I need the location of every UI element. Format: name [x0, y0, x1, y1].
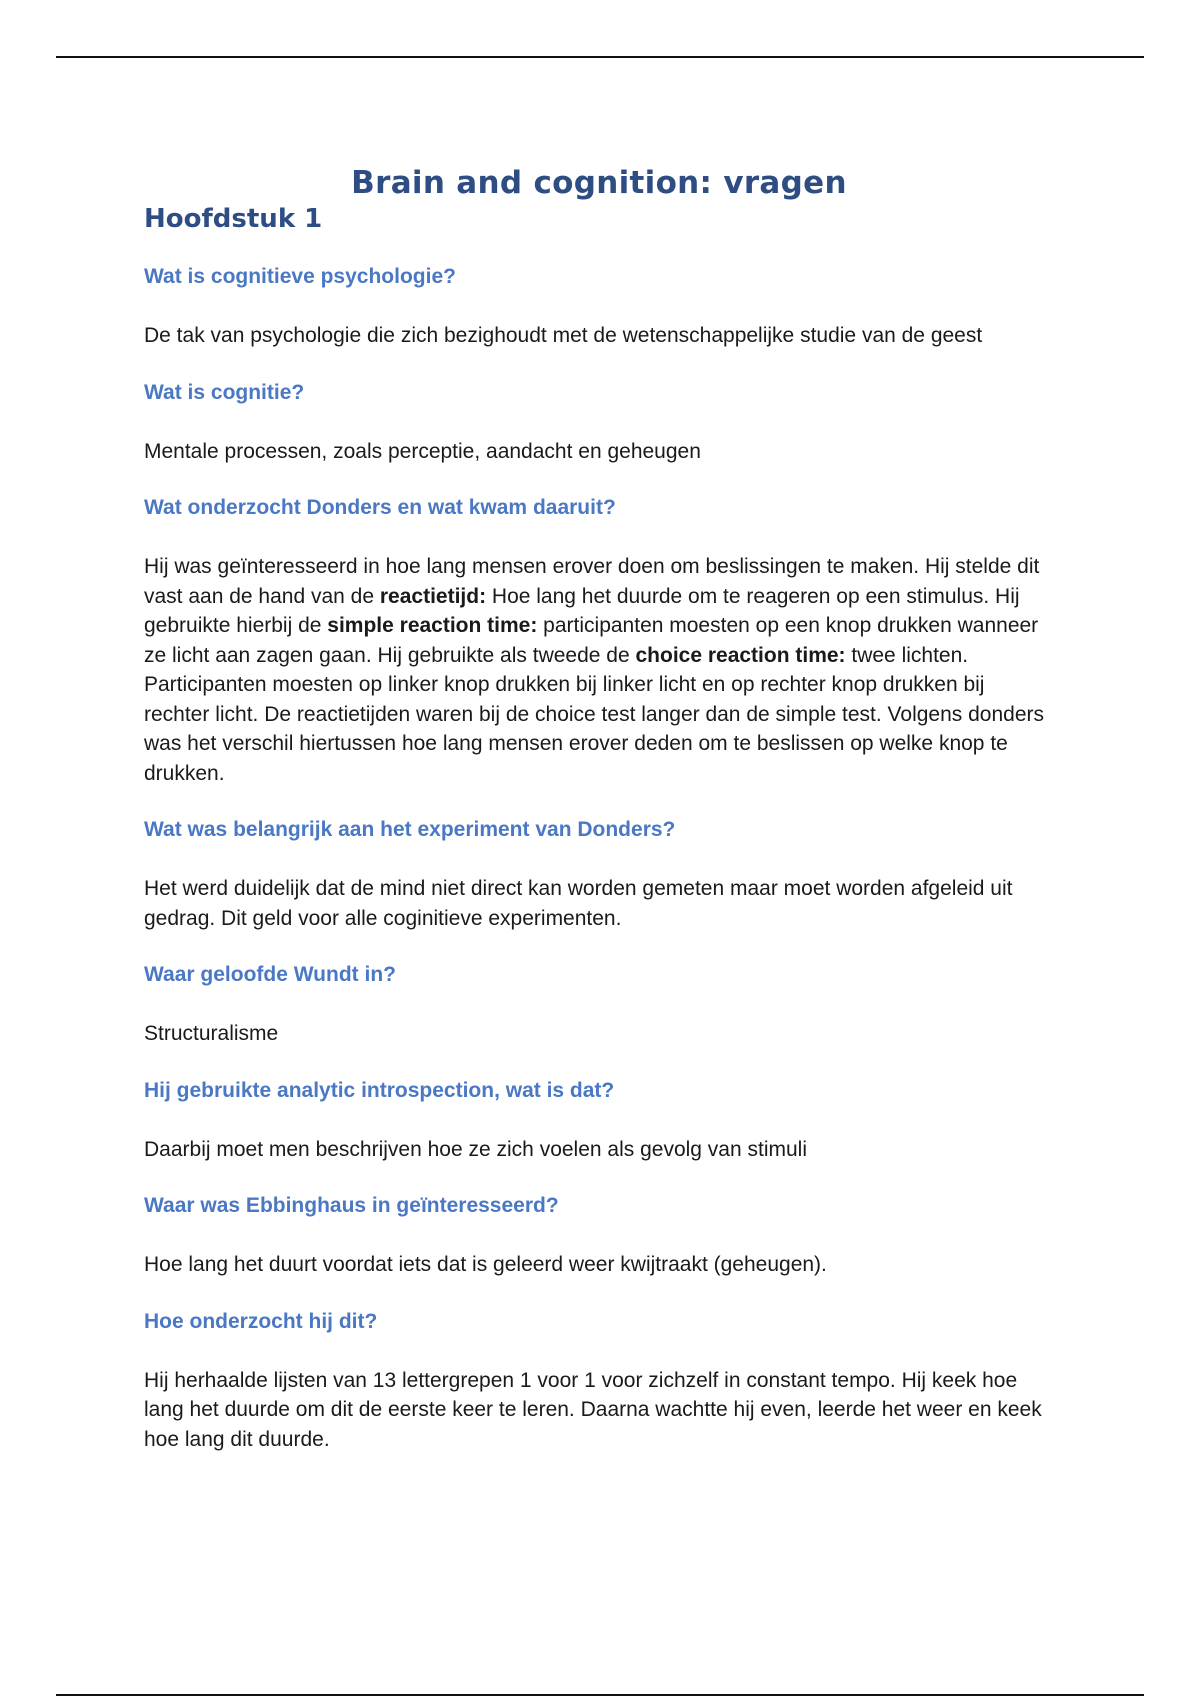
answer: De tak van psychologie die zich bezighoudt met de wetenschappelijke studie van de geest	[144, 324, 983, 347]
qa-item	[144, 1192, 1054, 1280]
qa-item	[144, 379, 1054, 467]
answer: Hoe lang het duurt voordat iets dat is geleerd weer kwijtraakt (geheugen).	[144, 1253, 827, 1276]
answer: Hij herhaalde lijsten van 13 lettergrepen 1 voor 1 voor zichzelf in constant tempo. Hij keek hoe lang het duurde om dit de eerste keer te leren. Daarna wachtte hij even, leerde het weer en keek hoe lang dit duurde.	[144, 1368, 1042, 1451]
document-title: Brain and cognition: vragen	[351, 165, 847, 201]
answer: Het werd duidelijk dat de mind niet direct kan worden gemeten maar moet worden afgeleid uit gedrag. Dit geld voor alle coginitieve experimenten.	[144, 877, 1013, 930]
chapter-heading: Hoofdstuk 1	[144, 204, 323, 234]
question: Hoe onderzocht hij dit?	[144, 1309, 378, 1333]
document-body	[144, 160, 1054, 1454]
answer-text: participanten moesten op een knop drukken wanneer ze licht aan zagen gaan. Hij gebruikte als tweede de	[144, 614, 1039, 667]
question: Wat is cognitieve psychologie?	[144, 265, 456, 288]
answer: Mentale processen, zoals perceptie, aandacht en geheugen	[144, 439, 701, 463]
term-choice-reaction-time: choice reaction time:	[635, 643, 846, 667]
bottom-rule	[56, 1694, 1144, 1696]
answer: Structuralisme	[144, 1022, 279, 1045]
answer	[144, 552, 1054, 788]
qa-item	[144, 816, 1054, 933]
answer: Daarbij moet men beschrijven hoe ze zich voelen als gevolg van stimuli	[144, 1137, 807, 1161]
question: Wat onderzocht Donders en wat kwam daaruit?	[144, 496, 616, 519]
top-rule	[56, 56, 1144, 58]
qa-item	[144, 494, 1054, 788]
question: Wat is cognitie?	[144, 380, 305, 404]
question: Wat was belangrijk aan het experiment van Donders?	[144, 818, 676, 841]
question: Hij gebruikte analytic introspection, wat is dat?	[144, 1078, 615, 1102]
answer-text: twee lichten. Participanten moesten op linker knop drukken bij linker licht en op rechter knop drukken bij rechter licht. De reactietijden waren bij de choice test langer dan de simple test. Volgens donders was het verschil hiertussen hoe lang mensen erover deden om te beslissen op welke knop te drukken.	[144, 643, 1045, 785]
answer-text: Hij was geïnteresseerd in hoe lang mensen erover doen om beslissingen te maken. Hij stelde dit vast aan de hand van de	[144, 555, 1040, 608]
question: Waar geloofde Wundt in?	[144, 963, 396, 986]
term-simple-reaction-time: simple reaction time:	[327, 614, 538, 637]
qa-item	[144, 961, 1054, 1049]
qa-item	[144, 1308, 1054, 1455]
qa-item	[144, 263, 1054, 351]
term-reactietijd: reactietijd:	[379, 584, 487, 608]
answer-text: Hoe lang het duurde om te reageren op een stimulus. Hij gebruikte hierbij de	[144, 584, 1020, 637]
qa-item	[144, 1077, 1054, 1165]
question: Waar was Ebbinghaus in geïnteresseerd?	[144, 1194, 559, 1217]
